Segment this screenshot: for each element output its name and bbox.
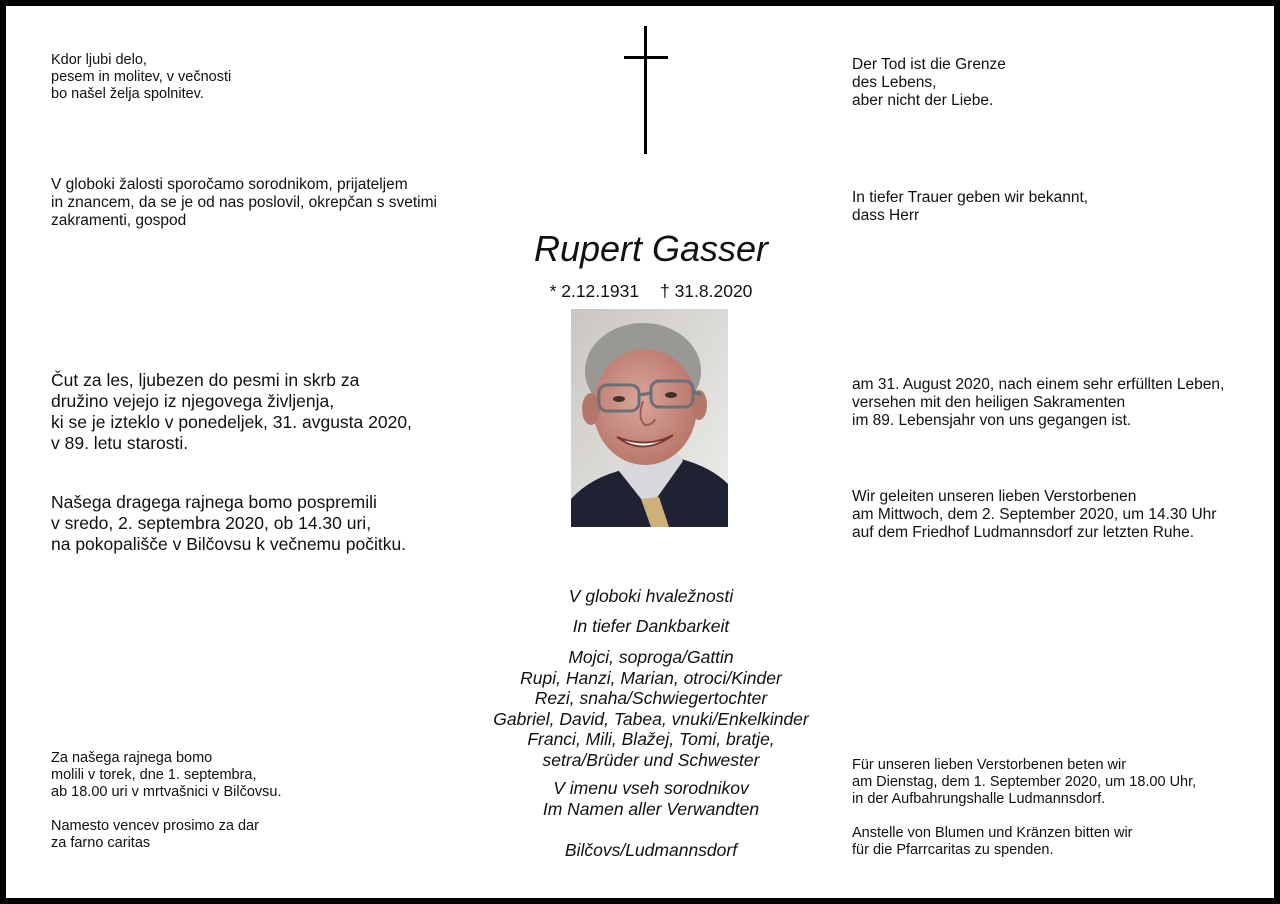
right-announcement-line: dass Herr — [852, 207, 920, 224]
left-life-line: v 89. letu starosti. — [51, 433, 189, 453]
death-date: † 31.8.2020 — [659, 281, 753, 301]
right-funeral-line: Wir geleiten unseren lieben Verstorbenen — [852, 488, 1137, 505]
right-life — [852, 376, 1224, 430]
left-funeral-line: na pokopališče v Bilčovsu k večnemu počitku. — [51, 534, 407, 554]
left-life-line: ki se je izteklo v ponedeljek, 31. avgusta 2020, — [51, 412, 412, 432]
right-funeral — [852, 488, 1216, 542]
left-prayer-line: Za našega rajnega bomo — [51, 750, 213, 766]
right-quote-line: des Lebens, — [852, 74, 937, 91]
left-quote — [51, 52, 231, 103]
right-prayer-line: in der Aufbahrungshalle Ludmannsdorf. — [852, 791, 1106, 807]
family-line: Rezi, snaha/Schwiegertochter — [534, 688, 768, 708]
left-funeral — [51, 492, 406, 555]
right-quote-line: aber nicht der Liebe. — [852, 92, 994, 109]
relatives-line: Im Namen aller Verwandten — [542, 799, 760, 819]
left-prayer-line: ab 18.00 uri v mrtvašnici v Bilčovsu. — [51, 784, 282, 800]
gratitude-slovenian: V globoki hvaležnosti — [568, 586, 734, 606]
right-life-line: im 89. Lebensjahr von uns gegangen ist. — [852, 412, 1132, 429]
right-prayer-line: am Dienstag, dem 1. September 2020, um 18.00 Uhr, — [852, 774, 1197, 790]
family-line: Mojci, soproga/Gattin — [568, 647, 734, 667]
left-quote-line: Kdor ljubi delo, — [51, 52, 147, 68]
left-quote-line: bo našel želja spolnitev. — [51, 86, 204, 102]
left-announcement-line: zakramenti, gospod — [51, 212, 187, 229]
relatives-line: V imenu vseh sorodnikov — [553, 778, 749, 798]
left-life-line: družino vejejo iz njegovega življenja, — [51, 391, 335, 411]
left-prayer — [51, 750, 281, 801]
right-life-line: am 31. August 2020, nach einem sehr erfüllten Leben, — [852, 376, 1225, 393]
right-announcement-line: In tiefer Trauer geben wir bekannt, — [852, 189, 1089, 206]
right-announcement — [852, 189, 1088, 225]
birth-date: * 2.12.1931 — [549, 281, 640, 301]
cross-icon — [624, 26, 668, 154]
right-life-line: versehen mit den heiligen Sakramenten — [852, 394, 1126, 411]
left-announcement-line: V globoki žalosti sporočamo sorodnikom, prijateljem — [51, 176, 408, 193]
left-donation-line: za farno caritas — [51, 835, 151, 851]
right-donation-line: Anstelle von Blumen und Kränzen bitten wir — [852, 825, 1133, 841]
left-announcement — [51, 176, 437, 230]
left-prayer-line: molili v torek, dne 1. septembra, — [51, 767, 257, 783]
place-name: Bilčovs/Ludmannsdorf — [564, 840, 738, 860]
left-quote-line: pesem in molitev, v večnosti — [51, 69, 232, 85]
left-announcement-line: in znancem, da se je od nas poslovil, okrepčan s svetimi — [51, 194, 437, 211]
gratitude-german: In tiefer Dankbarkeit — [572, 616, 730, 636]
right-donation-line: für die Pfarrcaritas zu spenden. — [852, 842, 1054, 858]
right-prayer-line: Für unseren lieben Verstorbenen beten wir — [852, 757, 1127, 773]
family-line: Franci, Mili, Blažej, Tomi, bratje, — [527, 729, 775, 749]
family-line: Gabriel, David, Tabea, vnuki/Enkelkinder — [493, 708, 809, 729]
family-line: setra/Brüder und Schwester — [542, 749, 760, 770]
portrait-photo — [571, 309, 728, 527]
life-dates — [446, 280, 856, 302]
right-quote-line: Der Tod ist die Grenze — [852, 56, 1006, 73]
left-donation — [51, 818, 259, 852]
deceased-name: Rupert Gasser — [533, 228, 769, 269]
right-funeral-line: auf dem Friedhof Ludmannsdorf zur letzten Ruhe. — [852, 524, 1195, 541]
left-life — [51, 370, 412, 454]
right-funeral-line: am Mittwoch, dem 2. September 2020, um 14.30 Uhr — [852, 506, 1217, 523]
left-funeral-line: v sredo, 2. septembra 2020, ob 14.30 uri, — [51, 513, 372, 533]
family-list — [426, 647, 876, 770]
left-funeral-line: Našega dragega rajnega bomo pospremili — [51, 492, 377, 512]
right-donation — [852, 825, 1133, 859]
relatives-note — [446, 778, 856, 820]
left-donation-line: Namesto vencev prosimo za dar — [51, 818, 259, 834]
family-line: Rupi, Hanzi, Marian, otroci/Kinder — [520, 667, 782, 688]
right-prayer — [852, 757, 1196, 808]
left-life-line: Čut za les, ljubezen do pesmi in skrb za — [51, 370, 360, 390]
right-quote — [852, 56, 1006, 110]
